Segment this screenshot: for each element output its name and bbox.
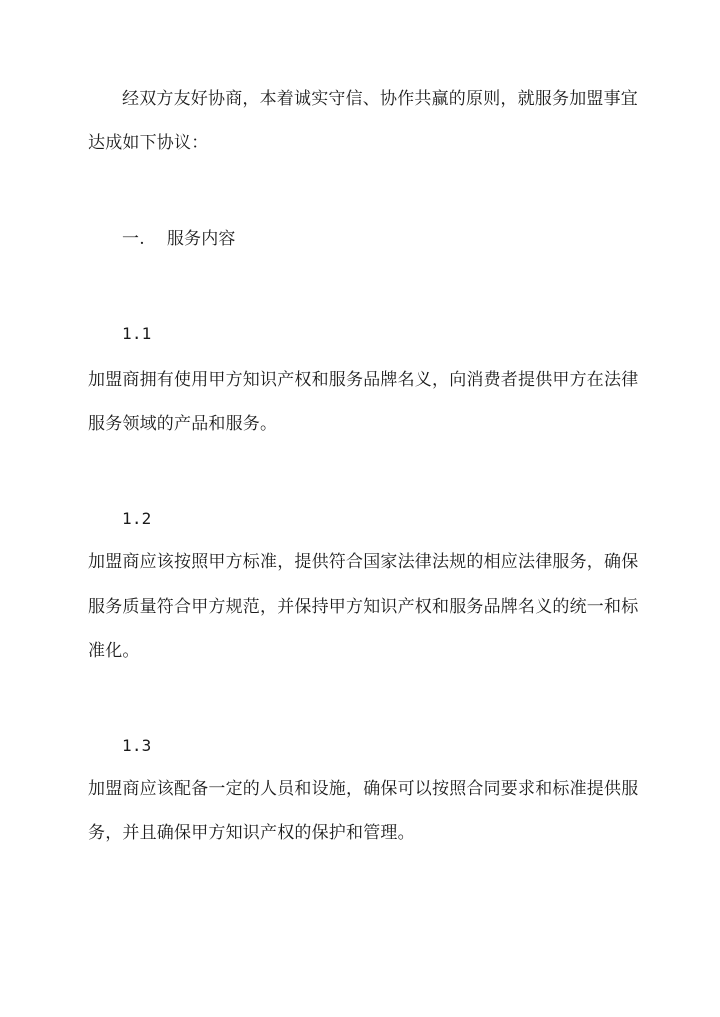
section-heading-title: 服务内容 xyxy=(166,229,236,249)
clause-number-1-3: 1.3 xyxy=(122,736,152,755)
intro-line-2: 达成如下协议： xyxy=(88,133,209,153)
section-heading-number: 一. xyxy=(122,229,145,249)
clause-1-2-line-2: 服务质量符合甲方规范，并保持甲方知识产权和服务品牌名义的统一和标 xyxy=(88,597,639,617)
clause-1-2-line-3: 准化。 xyxy=(88,641,140,661)
clause-1-1-line-1: 加盟商拥有使用甲方知识产权和服务品牌名义，向消费者提供甲方在法律 xyxy=(88,370,639,390)
clause-number-1-2: 1.2 xyxy=(122,509,152,528)
section-heading xyxy=(122,228,682,250)
clause-1-1-line-2: 服务领域的产品和服务。 xyxy=(88,414,278,434)
clause-1-2-line-1: 加盟商应该按照甲方标准，提供符合国家法律法规的相应法律服务，确保 xyxy=(88,552,639,572)
intro-line-1: 经双方友好协商，本着诚实守信、协作共赢的原则，就服务加盟事宜 xyxy=(122,89,638,109)
clause-1-3-line-2: 务，并且确保甲方知识产权的保护和管理。 xyxy=(88,823,415,843)
clause-1-3-line-1: 加盟商应该配备一定的人员和设施，确保可以按照合同要求和标准提供服 xyxy=(88,779,639,799)
clause-number-1-1: 1.1 xyxy=(122,324,152,343)
